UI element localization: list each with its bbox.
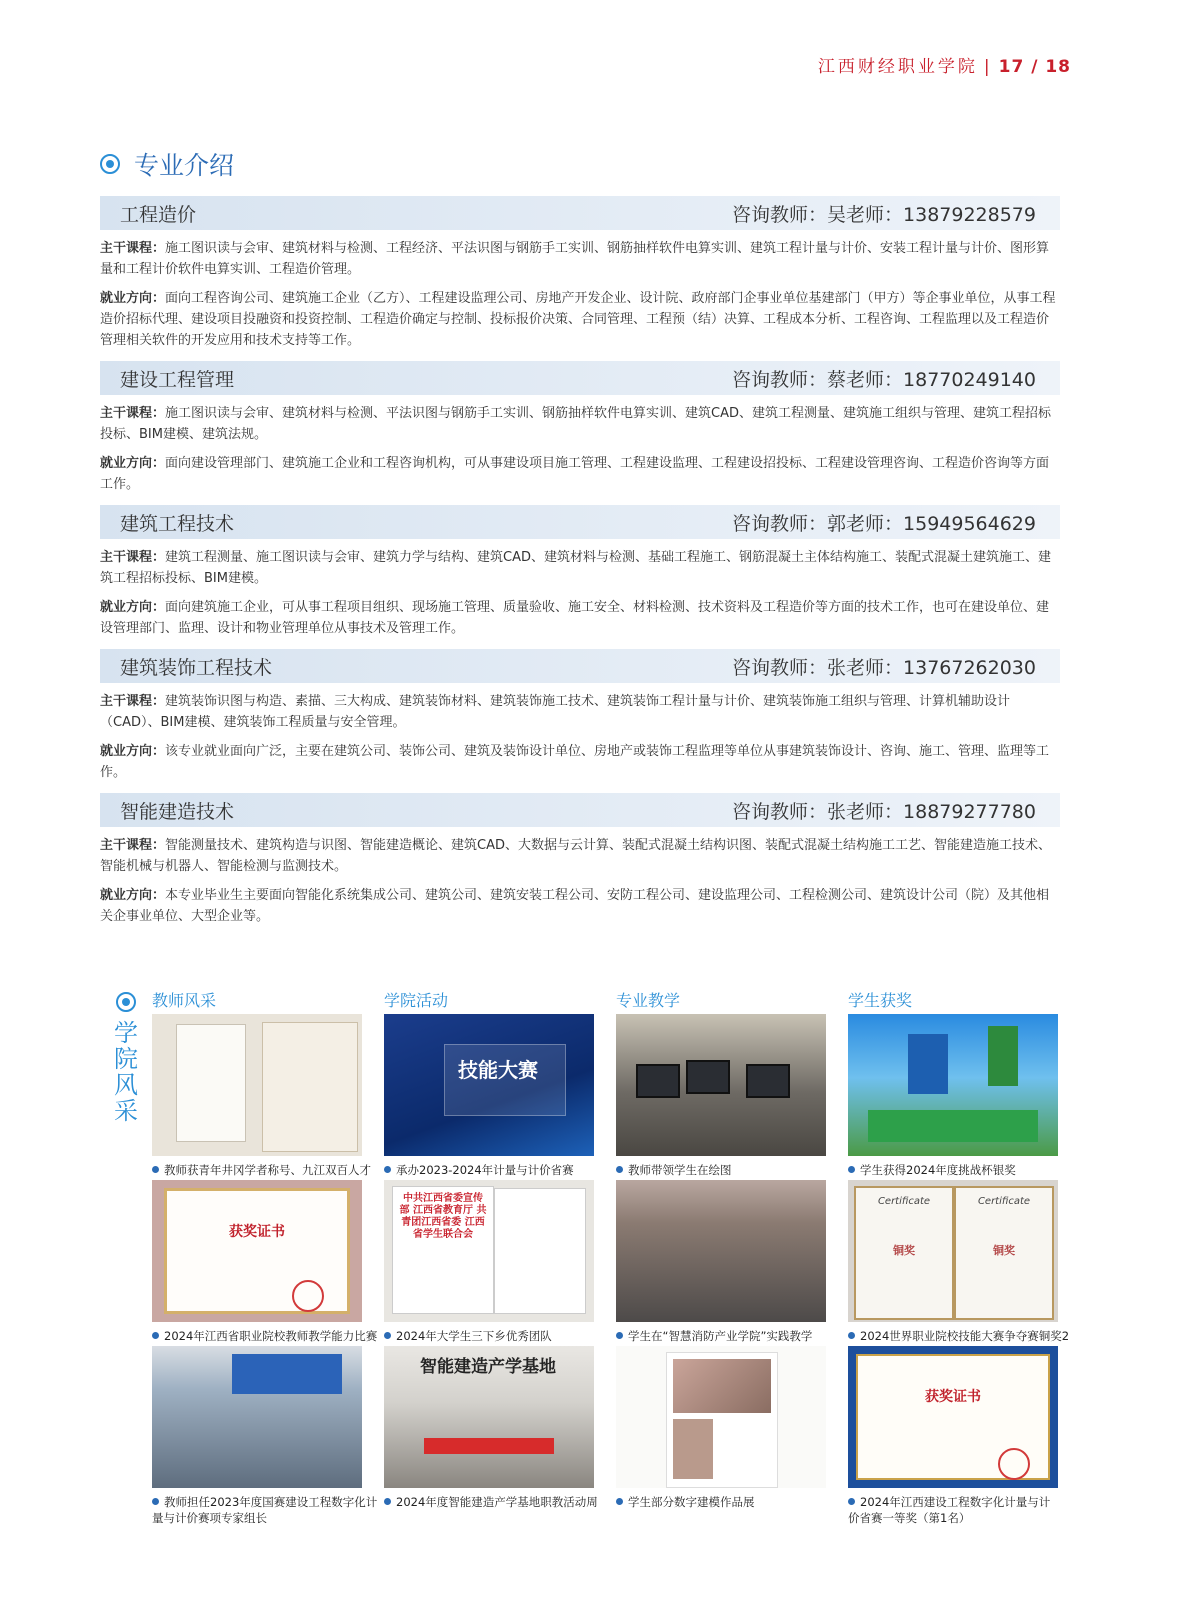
- header-separator: |: [983, 57, 993, 77]
- photo-practice-teaching: [616, 1180, 826, 1322]
- major-contact: 咨询教师：张老师：13767262030: [732, 656, 1036, 679]
- major-jobs: [100, 453, 1060, 495]
- photo-modeling-poster: [616, 1346, 826, 1488]
- jobs-text: 面向建设管理部门、建筑施工企业和工程咨询机构，可从事建设项目施工管理、工程建设监理、工程建设招投标、工程建设管理咨询、工程造价咨询等方面工作。: [100, 456, 1050, 492]
- side-title-char: 学: [114, 1019, 138, 1047]
- photo-caption: 学生部分数字建模作品展: [616, 1494, 846, 1510]
- gallery-column-title: 专业教学: [616, 991, 681, 1010]
- gallery-side-title: [112, 992, 140, 1124]
- photo-caption: 2024世界职业院校技能大赛争夺赛铜奖2: [848, 1328, 1074, 1360]
- poster-image: [673, 1359, 771, 1413]
- photo-honor-document: [384, 1180, 594, 1322]
- conference-screen: [232, 1354, 342, 1394]
- major-jobs: [100, 885, 1060, 927]
- page-number: 17 / 18: [998, 57, 1071, 77]
- photo-caption: 2024年大学生三下乡优秀团队: [384, 1328, 614, 1344]
- courses-label: 主干课程：: [100, 550, 166, 565]
- display-board: [988, 1026, 1018, 1086]
- certificate-paper: [176, 1024, 246, 1142]
- courses-label: 主干课程：: [100, 241, 166, 256]
- major-contact: 咨询教师：吴老师：13879228579: [732, 203, 1036, 226]
- major-item: [100, 505, 1060, 639]
- jobs-text: 面向工程咨询公司、建筑施工企业（乙方）、工程建设监理公司、房地产开发企业、设计院、政府部门企事业单位基建部门（甲方）等企事业单位，从事工程造价招标代理、建设项目投融资和投资控制、工程造价确定与控制、投标报价决策、合同管理、工程预（结）决算、工程成本分析、工程咨询、工程监理以及工程造价管理相关软件的开发应用和技术支持等工作。: [100, 291, 1056, 348]
- photo-skills-competition: [384, 1014, 594, 1156]
- seal-stamp: [998, 1448, 1030, 1480]
- banner-text: 技能大赛: [458, 1058, 538, 1082]
- jobs-label: 就业方向：: [100, 600, 166, 615]
- courses-text: 建筑装饰识图与构造、素描、三大构成、建筑装饰材料、建筑装饰施工技术、建筑装饰工程计量与计价、建筑装饰施工组织与管理、计算机辅助设计（CAD）、BIM建模、建筑装饰工程质量与安全管理。: [100, 694, 1011, 730]
- jobs-label: 就业方向：: [100, 744, 166, 759]
- certificate-heading: Certificate: [877, 1196, 931, 1207]
- photo-provincial-award: [848, 1346, 1058, 1488]
- photo-caption: 教师获青年井冈学者称号、九江双百人才: [152, 1162, 382, 1194]
- gallery-column-title: 学院活动: [384, 991, 449, 1010]
- poster: [666, 1352, 778, 1488]
- major-item: [100, 361, 1060, 495]
- poster-image: [673, 1419, 713, 1479]
- major-bar: [100, 649, 1060, 683]
- major-name: 智能建造技术: [120, 800, 235, 823]
- photo-caption: 承办2023-2024年计量与计价省赛: [384, 1162, 614, 1178]
- photo-industry-base: [384, 1346, 594, 1488]
- major-bar: [100, 793, 1060, 827]
- major-name: 建筑装饰工程技术: [120, 656, 273, 679]
- photo-teaching-award: [152, 1180, 362, 1322]
- major-courses: [100, 238, 1060, 280]
- major-courses: [100, 403, 1060, 445]
- major-bar: [100, 196, 1060, 230]
- monitor: [686, 1060, 730, 1094]
- major-item: [100, 793, 1060, 927]
- side-title-char: 院: [114, 1045, 138, 1073]
- major-contact: 咨询教师：张老师：18879277780: [732, 800, 1036, 823]
- major-courses: [100, 835, 1060, 877]
- photo-challenge-cup: [848, 1014, 1058, 1156]
- courses-text: 施工图识读与会审、建筑材料与检测、平法识图与钢筋手工实训、钢筋抽样软件电算实训、建筑CAD、建筑工程测量、建筑施工组织与管理、建筑工程招标投标、BIM建模、建筑法规。: [100, 406, 1051, 442]
- major-name: 建筑工程技术: [120, 512, 235, 535]
- document-page: [392, 1186, 494, 1314]
- certificate-card: [854, 1186, 954, 1320]
- courses-text: 施工图识读与会审、建筑材料与检测、工程经济、平法识图与钢筋手工实训、钢筋抽样软件电算实训、建筑工程计量与计价、安装工程计量与计价、图形算量和工程计价软件电算实训、工程造价管理。: [100, 241, 1050, 277]
- photo-caption: 学生获得2024年度挑战杯银奖: [848, 1162, 1078, 1178]
- certificate-level: 铜奖: [893, 1244, 915, 1257]
- courses-text: 智能测量技术、建筑构造与识图、智能建造概论、建筑CAD、大数据与云计算、装配式混凝土结构识图、装配式混凝土结构施工工艺、智能建造施工技术、智能机械与机器人、智能检测与监测技术。: [100, 838, 1051, 874]
- monitor: [746, 1064, 790, 1098]
- group-banner: [424, 1438, 554, 1454]
- certificate-level: 铜奖: [993, 1244, 1015, 1257]
- photo-caption: 教师担任2023年度国赛建设工程数字化计量与计价赛项专家组长: [152, 1494, 384, 1526]
- monitor: [636, 1064, 680, 1098]
- major-jobs: [100, 597, 1060, 639]
- gallery-column-title: 教师风采: [152, 991, 217, 1010]
- jobs-text: 本专业毕业生主要面向智能化系统集成公司、建筑公司、建筑安装工程公司、安防工程公司、建设监理公司、工程检测公司、建筑设计公司（院）及其他相关企事业单位、大型企业等。: [100, 888, 1050, 924]
- gallery-column-title: 学生获奖: [848, 991, 913, 1010]
- section-title: [100, 146, 234, 182]
- base-sign: 智能建造产学基地: [420, 1357, 556, 1377]
- photo-caption: 2024年江西建设工程数字化计量与计价省赛一等奖（第1名）: [848, 1494, 1058, 1526]
- award-banner: [868, 1110, 1038, 1142]
- major-jobs: [100, 288, 1060, 351]
- target-icon: [100, 154, 120, 174]
- photo-expert-conference: [152, 1346, 362, 1488]
- photo-caption: 2024年度智能建造产学基地职教活动周: [384, 1494, 614, 1510]
- certificate-card: [954, 1186, 1054, 1320]
- photo-teacher-certificates: [152, 1014, 362, 1156]
- jobs-label: 就业方向：: [100, 888, 166, 903]
- major-bar: [100, 361, 1060, 395]
- document-heading: 中共江西省委宣传部 江西省教育厅 共青团江西省委 江西省学生联合会: [399, 1193, 487, 1240]
- major-item: [100, 196, 1060, 351]
- major-item: [100, 649, 1060, 783]
- photo-computer-lab: [616, 1014, 826, 1156]
- major-contact: 咨询教师：郭老师：15949564629: [732, 512, 1036, 535]
- photo-caption: 学生在“智慧消防产业学院”实践教学: [616, 1328, 846, 1344]
- document-page: [494, 1188, 586, 1314]
- major-jobs: [100, 741, 1060, 783]
- seal-stamp: [292, 1280, 324, 1312]
- jobs-text: 该专业就业面向广泛，主要在建筑公司、装饰公司、建筑及装饰设计单位、房地产或装饰工程监理等单位从事建筑装饰设计、咨询、施工、管理、监理等工作。: [100, 744, 1050, 780]
- courses-text: 建筑工程测量、施工图识读与会审、建筑力学与结构、建筑CAD、建筑材料与检测、基础工程施工、钢筋混凝土主体结构施工、装配式混凝土建筑施工、建筑工程招标投标、BIM建模。: [100, 550, 1051, 586]
- major-courses: [100, 547, 1060, 589]
- page-header: [818, 52, 1071, 77]
- certificate-paper: [262, 1022, 358, 1152]
- photo-caption: 2024年江西省职业院校教师教学能力比赛: [152, 1328, 384, 1360]
- major-bar: [100, 505, 1060, 539]
- major-name: 建设工程管理: [120, 368, 235, 391]
- jobs-label: 就业方向：: [100, 291, 166, 306]
- target-icon: [116, 992, 136, 1012]
- school-name: 江西财经职业学院: [817, 57, 978, 77]
- courses-label: 主干课程：: [100, 838, 166, 853]
- major-name: 工程造价: [120, 203, 197, 226]
- certificate-title: 获奖证书: [925, 1389, 981, 1405]
- major-courses: [100, 691, 1060, 733]
- majors-list: [100, 196, 1060, 937]
- jobs-text: 面向建筑施工企业，可从事工程项目组织、现场施工管理、质量验收、施工安全、材料检测、技术资料及工程造价等方面的技术工作，也可在建设单位、建设管理部门、监理、设计和物业管理单位从事技术及管理工作。: [100, 600, 1050, 636]
- side-title-char: 风: [114, 1071, 138, 1099]
- photo-bronze-certificates: [848, 1180, 1058, 1322]
- section-title-text: 专业介绍: [134, 151, 235, 180]
- major-contact: 咨询教师：蔡老师：18770249140: [732, 368, 1036, 391]
- side-title-char: 采: [114, 1097, 138, 1125]
- jobs-label: 就业方向：: [100, 456, 166, 471]
- certificate-title: 获奖证书: [229, 1224, 285, 1240]
- display-board: [908, 1034, 948, 1094]
- courses-label: 主干课程：: [100, 406, 166, 421]
- certificate-heading: Certificate: [977, 1196, 1031, 1207]
- courses-label: 主干课程：: [100, 694, 166, 709]
- photo-caption: 教师带领学生在绘图: [616, 1162, 846, 1178]
